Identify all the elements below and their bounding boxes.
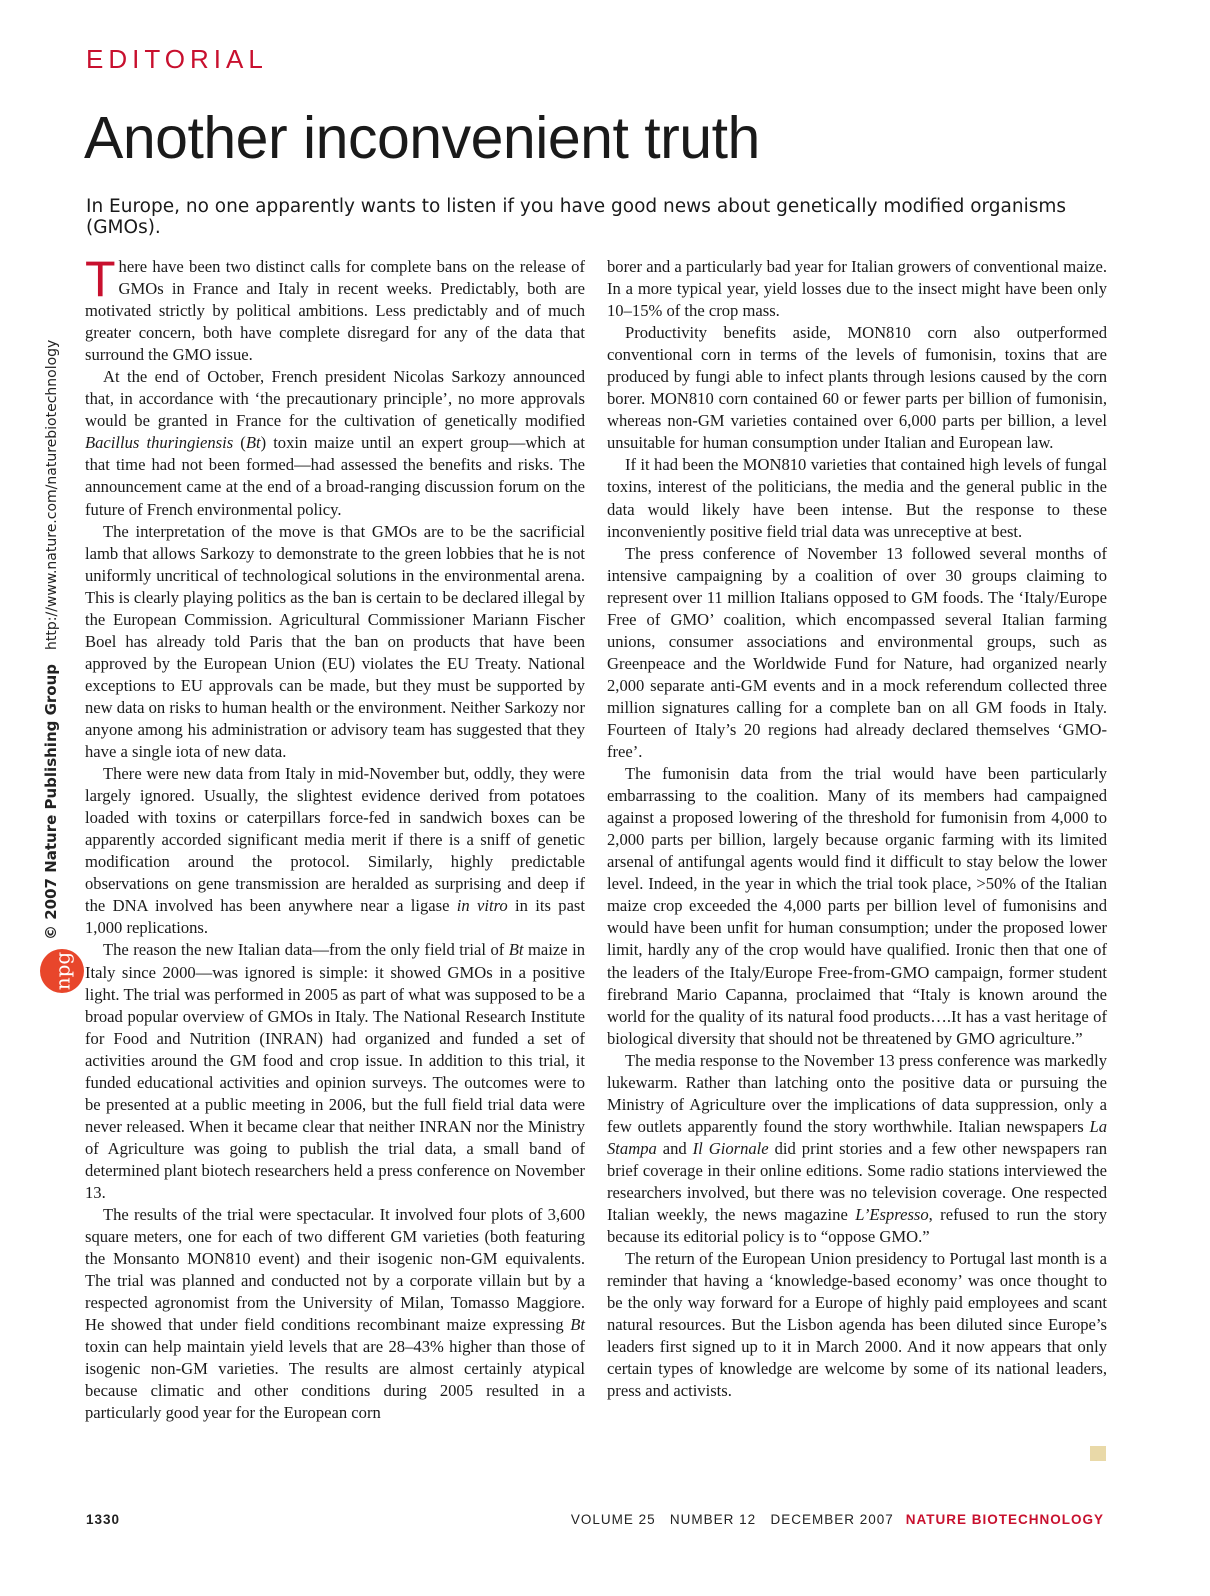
paragraph-13: The return of the European Union presidency to Portugal last month is a reminder that having a ‘knowledge-based economy’ was once thought to be the only way forward for a Europe of highly paid employees and scant natural resources. But the Lisbon agenda has been diluted since Europe’s leaders first signed up to it in March 2000. And it now appears that only certain types of knowledge are welcome by some of its national leaders, press and activists. [607, 1249, 1107, 1401]
page-number: 1330 [86, 1512, 121, 1527]
left-column [85, 251, 585, 1424]
paragraph-3: The interpretation of the move is that GMOs are to be the sacrificial lamb that allows Sarkozy to demonstrate to the green lobbies that he is not uniformly uncritical of technological solutions in the environmental arena. This is clearly playing politics as the ban is certain to be declared illegal by the European Commission. Agricultural Commissioner Mariann Fischer Boel has already told Paris that the ban on products that have been approved by the European Union (EU) violates the EU Treaty. National exceptions to EU approvals can be made, but they must be supported by new data on risks to human health or the environment. Neither Sarkozy nor anyone among his administration or advisory team has suggested that they have a single iota of new data. [85, 521, 585, 762]
issue-details: VOLUME 25 NUMBER 12 DECEMBER 2007 [570, 1512, 894, 1527]
paragraph-11: The fumonisin data from the trial would have been particularly embarrassing to the coalition. Many of its members had campaigned against a proposed lowering of the threshold for fumonisin from 4,000 to 2,000 parts per billion, largely because organic farming with its limited arsenal of antifungal agents would find it difficult to stay below the lower level. Indeed, in the year in which the trial took place, >50% of the Italian maize crop exceeded the 4,000 parts per billion level of fumonisins and would have been unfit for human consumption; under the proposed lower limit, hardly any of the crop would have qualified. Ironic then that one of the leaders of the Italy/Europe Free-from-GMO campaign, former student firebrand Mario Capanna, proclaimed that “Italy is known around the world for the quality of its natural food products….It has a vast heritage of biological diversity that should not be threatened by GMO agriculture.” [607, 764, 1107, 1048]
paragraph-9: If it had been the MON810 varieties that contained high levels of fungal toxins, interest of the politicians, the media and the general public in the data would likely have been intense. But the response to these inconveniently positive field trial data was unreceptive at best. [607, 455, 1107, 541]
copyright-text: © 2007 Nature Publishing Group [42, 663, 60, 940]
right-column [607, 256, 1107, 1402]
paragraph-7: borer and a particularly bad year for Italian growers of conventional maize. In a more typical year, yield losses due to the insect might have been only 10–15% of the crop mass. [607, 257, 1107, 321]
npg-logo: npg [40, 949, 84, 993]
journal-url-link[interactable]: http://www.nature.com/naturebiotechnology [44, 339, 60, 650]
standfirst: In Europe, no one apparently wants to listen if you have good news about genetically modified organisms (GMOs). [86, 196, 1067, 238]
issue-info [571, 1512, 1104, 1527]
end-of-article-icon [1090, 1446, 1106, 1461]
drop-cap: T [85, 251, 116, 307]
paragraph-6: The results of the trial were spectacular. It involved four plots of 3,600 square meters, one for each of two different GM varieties (both featuring the Monsanto MON810 event) and their isogenic non-GM equivalents. The trial was planned and conducted not by a corporate villain but by a respected agronomist from the University of Milan, Tomasso Maggiore. He showed that under field conditions recombinant maize expressing Bt toxin can help maintain yield levels that are 28–43% higher than those of isogenic non-GM varieties. The results are almost certainly atypical because climatic and other conditions during 2005 resulted in a particularly good year for the European corn [85, 1205, 585, 1423]
paragraph-12: The media response to the November 13 press conference was markedly lukewarm. Rather than latching onto the positive data or pursuing the Ministry of Agriculture over the implications of data suppression, only a few outlets apparently found the story worthwhile. Italian newspapers La Stampa and Il Giornale did print stories and a few other newspapers ran brief coverage in their online editions. Some radio stations interviewed the researchers involved, but there was no television coverage. One respected Italian weekly, the news magazine L’Espresso, refused to run the story because its editorial policy is to “oppose GMO.” [607, 1050, 1107, 1247]
paragraph-8: Productivity benefits aside, MON810 corn also outperformed conventional corn in terms of the levels of fumonisin, toxins that are produced by fungi able to infect plants through lesions caused by the corn borer. MON810 corn contained 60 or fewer parts per billion of fumonisin, whereas non-GM varieties contained over 6,000 parts per billion, a level unsuitable for human consumption under Italian and European law. [607, 323, 1107, 453]
article-title: Another inconvenient truth [84, 105, 760, 171]
copyright-sidebar [42, 340, 60, 940]
section-label: EDITORIAL [86, 44, 268, 74]
paragraph-2: At the end of October, French president Nicolas Sarkozy announced that, in accordance with ‘the precautionary principle’, no more approvals would be granted in France for the cultivation of genetically modified Bacillus thuringiensis (Bt) toxin maize until an expert group—which at that time had not been formed—had assessed the benefits and risks. The announcement came at the end of a broad-ranging discussion forum on the future of French environmental policy. [85, 367, 585, 519]
journal-name: NATURE BIOTECHNOLOGY [905, 1512, 1104, 1527]
paragraph-10: The press conference of November 13 followed several months of intensive campaigning by a coalition of over 30 groups claiming to represent over 11 million Italians opposed to GM foods. The ‘Italy/Europe Free of GMO’ coalition, which encompassed several Italian farming unions, consumer associations and environmental groups, such as Greenpeace and the Worldwide Fund for Nature, had organized nearly 2,000 separate anti-GM events and in a mock referendum collected three million signatures calling for a complete ban on all GM foods in Italy. Fourteen of Italy’s 20 regions had already declared themselves ‘GMO-free’. [607, 543, 1107, 762]
paragraph-1: There have been two distinct calls for complete bans on the release of GMOs in France and Italy in recent weeks. Predictably, both are motivated strictly by political ambitions. Less predictably and of much greater concern, both have complete disregard for any of the data that surround the GMO issue. [85, 251, 585, 365]
paragraph-4: There were new data from Italy in mid-November but, oddly, they were largely ignored. Usually, the slightest evidence derived from potatoes loaded with toxins or caterpillars force-fed in sandwich boxes can be apparently accorded significant media merit if there is a sniff of genetic modification around the protocol. Similarly, highly predictable observations on gene transmission are heralded as surprising and deep if the DNA involved has been anywhere near a ligase in vitro in its past 1,000 replications. [85, 764, 585, 938]
paragraph-5: The reason the new Italian data—from the only field trial of Bt maize in Italy since 2000—was ignored is simple: it showed GMOs in a positive light. The trial was performed in 2005 as part of what was supposed to be a broad popular overview of GMOs in Italy. The National Research Institute for Food and Nutrition (INRAN) had organized and funded a set of activities around the GM food and crop issue. In addition to this trial, it funded educational activities and opinion surveys. The outcomes were to be presented at a public meeting in 2006, but the full field trial data were never released. When it became clear that neither INRAN nor the Ministry of Agriculture was going to publish the trial data, a small band of determined plant biotech researchers held a press conference on November 13. [85, 940, 585, 1202]
